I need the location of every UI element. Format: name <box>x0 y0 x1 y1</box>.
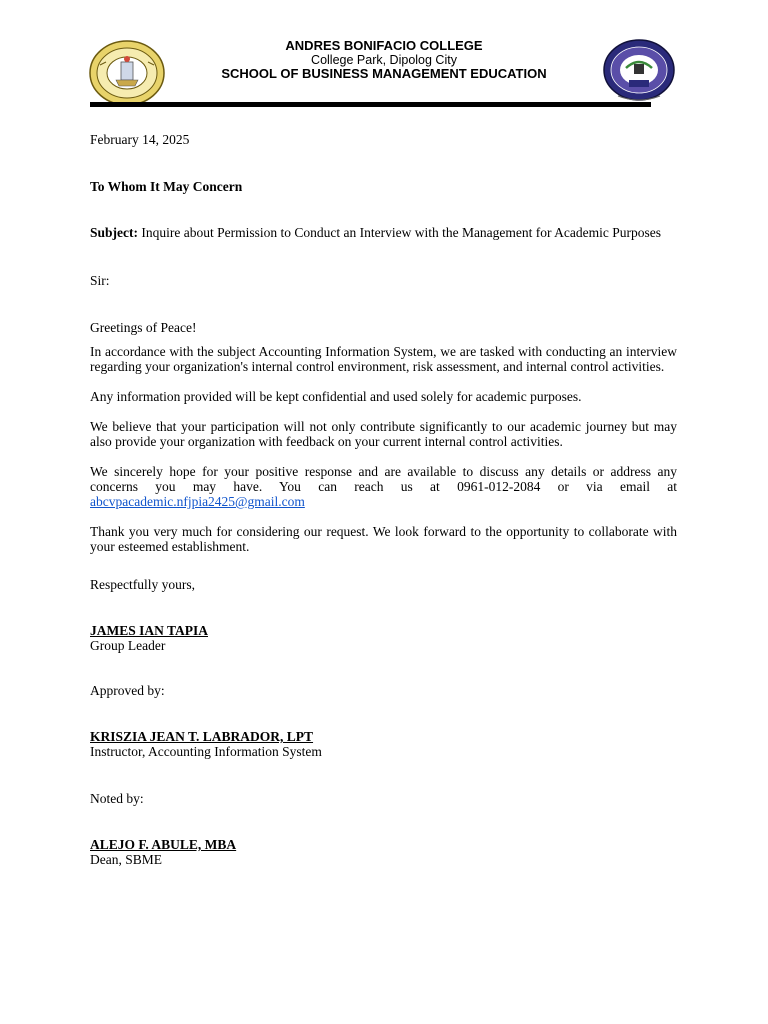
letter-date: February 14, 2025 <box>90 132 190 147</box>
paragraph-purpose: In accordance with the subject Accounting Information System, we are tasked with conducting an interview regarding your organization's internal control environment, risk assessment, and internal control activities. <box>90 344 677 374</box>
letter-salutation: Sir: <box>90 273 110 288</box>
letter-body <box>90 132 677 867</box>
sender-name: JAMES IAN TAPIA <box>90 623 209 638</box>
paragraph-confidentiality: Any information provided will be kept confidential and used solely for academic purposes. <box>90 389 582 404</box>
letter-closing: Respectfully yours, <box>90 577 195 592</box>
contact-email-link[interactable]: abcvpacademic.nfjpia2425@gmail.com <box>90 494 305 509</box>
sender-title: Group Leader <box>90 638 166 653</box>
letter-subject <box>90 225 677 240</box>
college-name: ANDRES BONIFACIO COLLEGE <box>285 38 483 53</box>
andres-bonifacio-college-seal-icon <box>88 40 166 106</box>
noter-title: Dean, SBME <box>90 852 162 867</box>
letter-addressee: To Whom It May Concern <box>90 179 243 194</box>
approver-title: Instructor, Accounting Information System <box>90 744 322 759</box>
letter-greeting: Greetings of Peace! <box>90 320 197 335</box>
college-address: College Park, Dipolog City <box>311 53 457 67</box>
paragraph-thanks: Thank you very much for considering our request. We look forward to the opportunity to collaborate with your esteemed establishment. <box>90 524 677 554</box>
sbme-seal-icon <box>602 38 676 104</box>
subject-label: Subject: <box>90 225 138 240</box>
noter-name: ALEJO F. ABULE, MBA <box>90 837 237 852</box>
subject-text: Inquire about Permission to Conduct an Interview with the Management for Academic Purposes <box>138 225 662 240</box>
approver-name: KRISZIA JEAN T. LABRADOR, LPT <box>90 729 314 744</box>
paragraph-participation: We believe that your participation will not only contribute significantly to our academic journey but may also provide your organization with feedback on your current internal control activities. <box>90 419 677 449</box>
school-name: SCHOOL OF BUSINESS MANAGEMENT EDUCATION <box>221 66 547 81</box>
paragraph-contact <box>90 464 677 509</box>
header-divider <box>90 102 651 107</box>
approved-by-label: Approved by: <box>90 683 165 698</box>
contact-text: We sincerely hope for your positive response and are available to discuss any details or address any concerns you may have. You can reach us at 0961-012-2084 or via email at <box>90 464 677 494</box>
noted-by-label: Noted by: <box>90 791 144 806</box>
letterhead <box>0 36 768 108</box>
